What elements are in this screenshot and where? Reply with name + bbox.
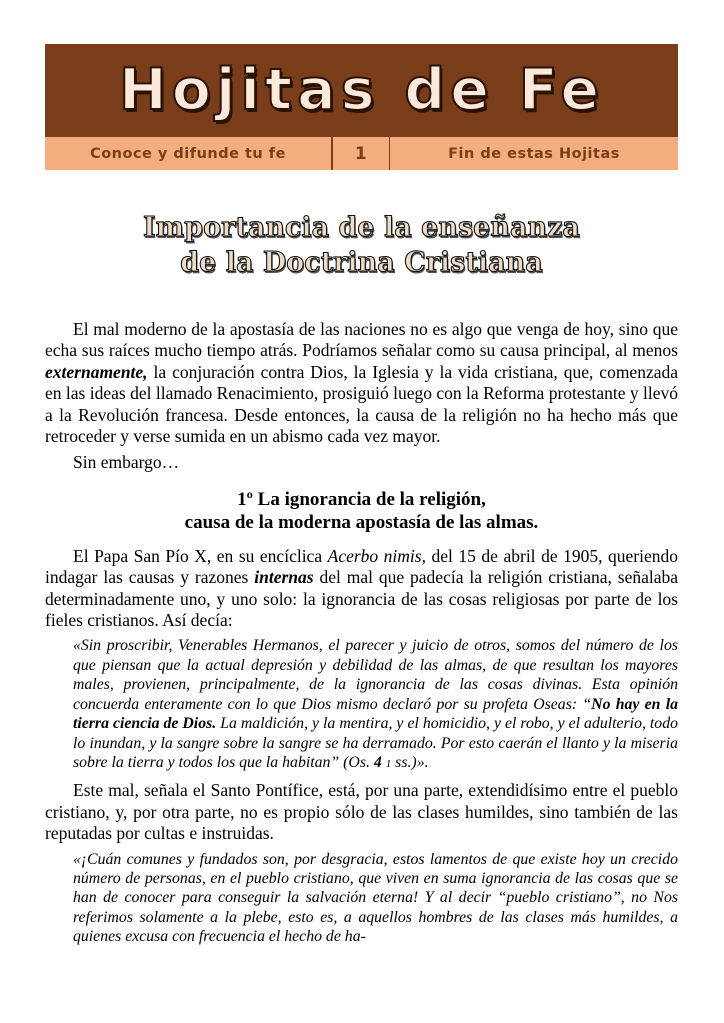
masthead-subbar: [45, 137, 678, 170]
tagline: Conoce y difunde tu fe: [45, 137, 331, 170]
intro-emphasis: externamente,: [45, 361, 148, 382]
section-heading: [45, 488, 678, 534]
quote1-end: ss.)».: [391, 753, 429, 771]
issue-number: 1: [333, 137, 389, 170]
para3-text-a: El Papa San Pío X, en su encíclica: [73, 545, 328, 566]
masthead: [45, 44, 678, 170]
intro-paragraph-2: Sin embargo…: [73, 452, 180, 473]
paragraph-extension: Este mal, señala el Santo Pontífice, está, por una parte, extendidísimo entre el pueblo cristiano, y, por otra parte, no es propio sólo de las clases humildes, sino también de las reputadas por cultas e instruidas.: [45, 780, 678, 844]
intro-text-a: El mal moderno de la apostasía de las naciones no es algo que venga de hoy, sino que echa sus raíces mucho tiempo atrás. Podríamos señalar como su causa principal, al menos: [45, 319, 678, 361]
quote1-chapter: 4: [373, 753, 382, 771]
quote1-text-b: La maldición, y la mentira, y el homicidio, y el robo, y el adulterio, todo lo inundan, y la sangre sobre la sangre se ha derramado. Por esto caerán el llanto y la miseria sobre la tierra y todos los que la habitan” (Os.: [73, 715, 678, 771]
article-body: [45, 319, 678, 953]
article-title-line2: de la Doctrina Cristiana: [180, 247, 543, 278]
quote1-text-a: «Sin proscribir, Venerables Hermanos, el parecer y juicio de otros, somos del número de los que piensan que la actual depresión y debilidad de las almas, de que resultan los mayores males, provienen, principalmente, de la ignorancia de las cosas divinas. Esta opinión concuerda enteramente con lo que Dios mismo declaró por su profeta Oseas: “: [73, 637, 678, 713]
quote1-bold: No hay en la tierra ciencia de Dios.: [73, 695, 679, 733]
intro-paragraph: [45, 319, 678, 447]
section-heading-line1: 1º La ignorancia de la religión,: [237, 488, 486, 510]
article-title-line1: Importancia de la enseñanza: [143, 212, 580, 243]
intro-text-b: la conjuración contra Dios, la Iglesia y la vida cristiana, que, comenzada en las ideas del llamado Renacimiento, prosiguió luego con la Reforma protestante y llevó a la Revolución francesa. Desde entonces, la causa de la religión no ha hecho más que retroceder y verse sumida en un abismo cada vez mayor.: [45, 361, 678, 447]
series-label: Fin de estas Hojitas: [390, 137, 678, 170]
encyclical-name: Acerbo nimis,: [327, 545, 426, 566]
quote-block-1: [73, 636, 678, 774]
quote-block-2: «¡Cuán comunes y fundados son, por desgracia, estos lamentos de que existe hoy un crecido número de personas, en el pueblo cristiano, que viven en suma ignorancia de las cosas que se han de conocer para conseguir la salvación eterna! Y al decir “pueblo cristiano”, no Nos referimos solamente a la plebe, esto es, a aquellos hombres de las clases más humildes, a quienes excusa con frecuencia el hecho de ha-: [73, 850, 678, 946]
para3-emphasis: internas: [254, 567, 314, 588]
section-heading-line2: causa de la moderna apostasía de las almas.: [184, 511, 539, 533]
para3-text-b: del 15 de abril de 1905, queriendo indagar las causas y razones: [45, 545, 678, 588]
quote1-verse: 1: [385, 757, 392, 770]
paragraph-encyclical: [45, 546, 678, 632]
masthead-title: Hojitas de Fe: [118, 57, 604, 123]
article-title: [45, 210, 678, 280]
para3-text-c: del mal que padecía la religión cristiana, señalaba determinadamente uno, y uno solo: la ignorancia de las cosas religiosas por parte de los fieles cristianos. Así decía:: [45, 567, 678, 631]
